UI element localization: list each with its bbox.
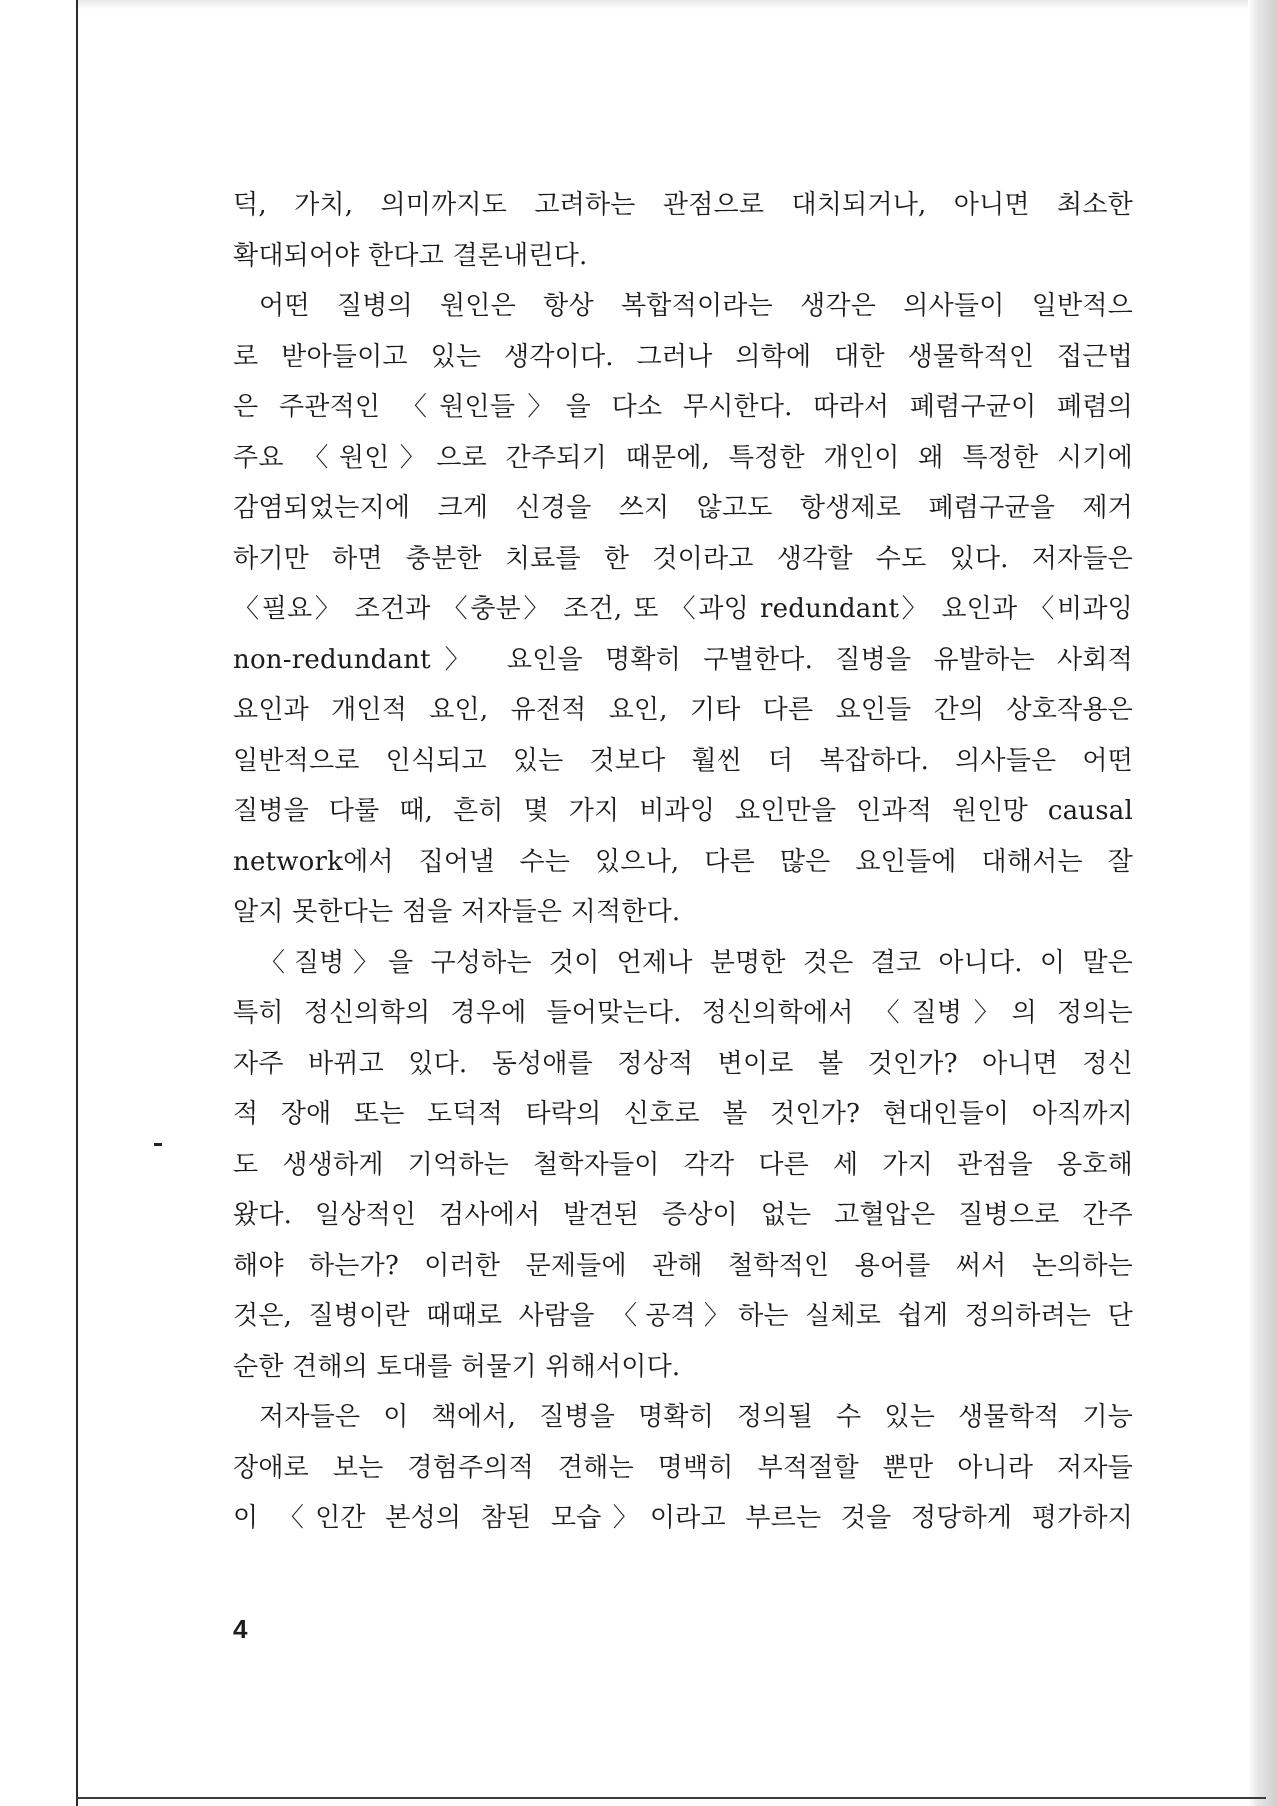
text-line: 순한 견해의 토대를 허물기 위해서이다. — [233, 1351, 681, 1382]
page-right-shadow — [1248, 0, 1277, 1806]
text-line: 장애로 보는 경험주의적 견해는 명백히 부적절할 뿐만 아니라 저자들 — [233, 1452, 1133, 1483]
text-line: 적 장애 또는 도덕적 타락의 신호로 볼 것인가? 현대인들이 아직까지 — [233, 1099, 1133, 1129]
text-line: 덕, 가치, 의미까지도 고려하는 관점으로 대치되거나, 아니면 최소한 — [233, 190, 1133, 220]
text-line: 해야 하는가? 이러한 문제들에 관해 철학적인 용어를 써서 논의하는 — [233, 1250, 1133, 1281]
body-text — [233, 180, 1133, 1544]
text-line: 〈질병〉을 구성하는 것이 언제나 분명한 것은 결코 아니다. 이 말은 — [259, 947, 1133, 978]
text-line: 요인과 개인적 요인, 유전적 요인, 기타 다른 요인들 간의 상호작용은 — [233, 695, 1133, 725]
text-line: 은 주관적인 〈원인들〉을 다소 무시한다. 따라서 폐렴구균이 폐렴의 — [233, 392, 1133, 422]
text-line: 질병을 다룰 때, 흔히 몇 가지 비과잉 요인만을 인과적 원인망 causal — [233, 796, 1133, 826]
text-line: 특히 정신의학의 경우에 들어맞는다. 정신의학에서 〈질병〉의 정의는 — [233, 998, 1133, 1028]
text-line: 〈필요〉 조건과 〈충분〉 조건, 또 〈과잉 redundant〉 요인과 〈비과잉 — [233, 594, 1133, 624]
text-line: 로 받아들이고 있는 생각이다. 그러나 의학에 대한 생물학적인 접근법 — [233, 341, 1133, 372]
text-line: 어떤 질병의 원인은 항상 복합적이라는 생각은 의사들이 일반적으 — [259, 291, 1133, 321]
text-line: 것은, 질병이란 때때로 사람을 〈공격〉하는 실체로 쉽게 정의하려는 단 — [233, 1301, 1133, 1331]
page-left-edge — [76, 0, 78, 1806]
text-line: 왔다. 일상적인 검사에서 발견된 증상이 없는 고혈압은 질병으로 간주 — [233, 1200, 1133, 1230]
text-line: network에서 집어낼 수는 있으나, 다른 많은 요인들에 대해서는 잘 — [233, 846, 1133, 877]
text-line: 일반적으로 인식되고 있는 것보다 훨씬 더 복잡하다. 의사들은 어떤 — [233, 745, 1133, 776]
text-line: 확대되어야 한다고 결론내린다. — [233, 240, 588, 271]
text-line: 저자들은 이 책에서, 질병을 명확히 정의될 수 있는 생물학적 기능 — [259, 1402, 1133, 1432]
text-line: 자주 바뀌고 있다. 동성애를 정상적 변이로 볼 것인가? 아니면 정신 — [233, 1048, 1133, 1079]
stray-scan-mark — [154, 1143, 162, 1146]
text-line: 도 생생하게 기억하는 철학자들이 각각 다른 세 가지 관점을 옹호해 — [233, 1149, 1133, 1180]
text-line: non-redundant〉 요인을 명확히 구별한다. 질병을 유발하는 사회적 — [233, 644, 1133, 675]
text-line: 감염되었는지에 크게 신경을 쓰지 않고도 항생제로 폐렴구균을 제거 — [233, 493, 1133, 523]
text-line: 알지 못한다는 점을 저자들은 지적한다. — [233, 897, 681, 927]
page-top-shadow — [78, 0, 1248, 10]
page-number: 4 — [233, 1614, 248, 1644]
text-line: 하기만 하면 충분한 치료를 한 것이라고 생각할 수도 있다. 저자들은 — [233, 543, 1133, 574]
text-line: 주요 〈원인〉으로 간주되기 때문에, 특정한 개인이 왜 특정한 시기에 — [233, 442, 1133, 473]
page-bottom-edge — [76, 1797, 1266, 1799]
text-line: 이 〈인간 본성의 참된 모습〉이라고 부르는 것을 정당하게 평가하지 — [233, 1503, 1133, 1533]
